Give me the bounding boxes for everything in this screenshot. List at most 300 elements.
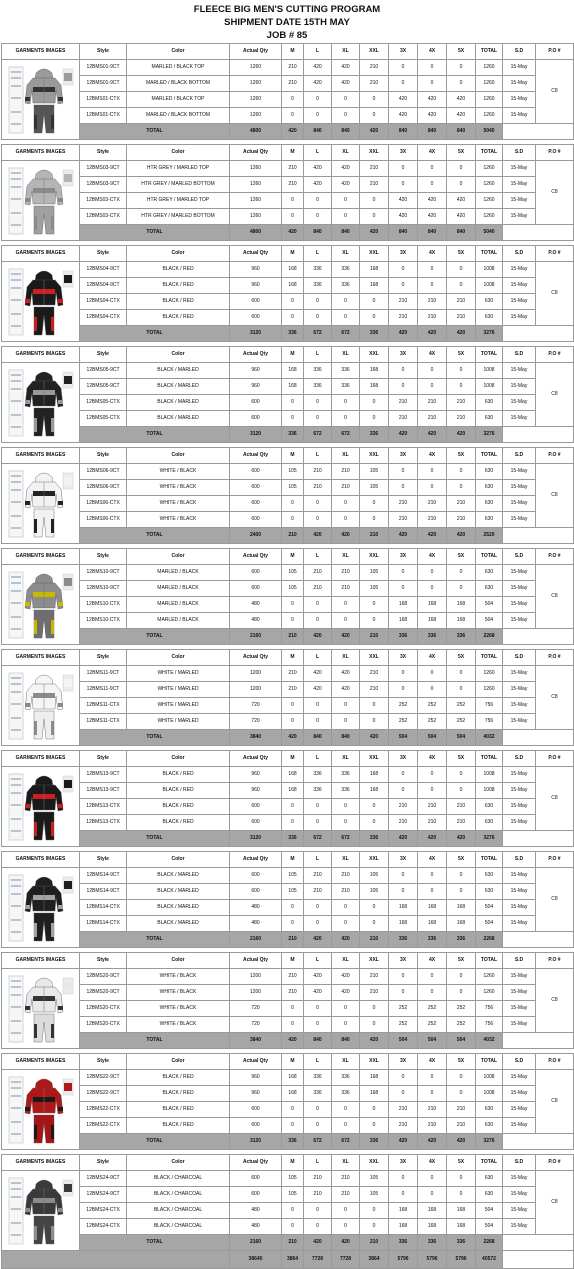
ship-date-cell: 15-May xyxy=(503,868,536,884)
size-5x-cell: 0 xyxy=(447,1171,476,1187)
total-value: 420 xyxy=(332,1235,360,1251)
total-value: 840 xyxy=(418,225,447,241)
ship-date-cell: 15-May xyxy=(503,496,536,512)
style-cell: 12BMS11-9CT xyxy=(80,682,127,698)
ship-date-cell: 15-May xyxy=(503,1102,536,1118)
size-3x-cell: 252 xyxy=(389,1017,418,1033)
column-header: Actual Qty xyxy=(230,1054,282,1070)
garment-image xyxy=(2,60,80,140)
size-m-cell: 105 xyxy=(282,480,304,496)
size-xl-cell: 336 xyxy=(332,1086,360,1102)
garment-image xyxy=(2,868,80,948)
size-xl-cell: 420 xyxy=(332,666,360,682)
actual-qty-cell: 960 xyxy=(230,783,282,799)
group-total-row xyxy=(2,528,574,544)
ship-date-cell: 15-May xyxy=(503,767,536,783)
size-5x-cell: 0 xyxy=(447,379,476,395)
column-header: Style xyxy=(80,145,127,161)
column-header: S.D xyxy=(503,44,536,60)
column-header: Style xyxy=(80,347,127,363)
size-5x-cell: 420 xyxy=(447,209,476,225)
row-total-cell: 630 xyxy=(476,799,503,815)
column-header: P.O # xyxy=(536,347,574,363)
size-xxl-cell: 105 xyxy=(360,565,389,581)
column-header: 3X xyxy=(389,145,418,161)
total-value: 3120 xyxy=(230,427,282,443)
size-l-cell: 0 xyxy=(304,613,332,629)
column-header: M xyxy=(282,347,304,363)
group-total-row xyxy=(2,1235,574,1251)
size-3x-cell: 0 xyxy=(389,262,418,278)
actual-qty-cell: 600 xyxy=(230,815,282,831)
table-row xyxy=(2,278,574,294)
size-l-cell: 0 xyxy=(304,411,332,427)
style-cell: 12BMS14-CTX xyxy=(80,916,127,932)
size-l-cell: 0 xyxy=(304,799,332,815)
total-value: 420 xyxy=(389,427,418,443)
color-cell: BLACK / MARLED xyxy=(127,916,230,932)
row-total-cell: 756 xyxy=(476,714,503,730)
size-4x-cell: 0 xyxy=(418,177,447,193)
size-xxl-cell: 0 xyxy=(360,714,389,730)
size-xxl-cell: 0 xyxy=(360,613,389,629)
total-value: 840 xyxy=(332,124,360,140)
total-value: 2400 xyxy=(230,528,282,544)
total-value: 2520 xyxy=(476,528,503,544)
column-header: XXL xyxy=(360,650,389,666)
actual-qty-cell: 600 xyxy=(230,1171,282,1187)
style-cell: 12BMS10-9CT xyxy=(80,565,127,581)
column-header: S.D xyxy=(503,448,536,464)
total-value: 420 xyxy=(447,427,476,443)
size-xxl-cell: 0 xyxy=(360,209,389,225)
garment-image-icon xyxy=(6,265,76,339)
group-total-row xyxy=(2,831,574,847)
group-total-row xyxy=(2,932,574,948)
size-xxl-cell: 168 xyxy=(360,262,389,278)
size-xxl-cell: 210 xyxy=(360,161,389,177)
column-header: M xyxy=(282,751,304,767)
size-m-cell: 0 xyxy=(282,193,304,209)
column-header: TOTAL xyxy=(476,1054,503,1070)
total-value: 2160 xyxy=(230,932,282,948)
style-cell: 12BMS20-CTX xyxy=(80,1001,127,1017)
po-number-cell: C8 xyxy=(536,1070,574,1134)
total-value: 336 xyxy=(447,1235,476,1251)
ship-date-cell: 15-May xyxy=(503,1086,536,1102)
ship-date-cell: 15-May xyxy=(503,480,536,496)
total-value: 840 xyxy=(332,1033,360,1049)
size-m-cell: 105 xyxy=(282,1187,304,1203)
garment-image xyxy=(2,767,80,847)
total-blank-cell xyxy=(503,932,574,948)
size-3x-cell: 0 xyxy=(389,581,418,597)
column-header: 3X xyxy=(389,246,418,262)
actual-qty-cell: 960 xyxy=(230,379,282,395)
size-xxl-cell: 0 xyxy=(360,1118,389,1134)
size-xl-cell: 336 xyxy=(332,767,360,783)
size-3x-cell: 0 xyxy=(389,969,418,985)
actual-qty-cell: 480 xyxy=(230,1203,282,1219)
column-header: XL xyxy=(332,1054,360,1070)
size-5x-cell: 252 xyxy=(447,698,476,714)
size-xxl-cell: 168 xyxy=(360,1086,389,1102)
column-header: 4X xyxy=(418,1054,447,1070)
total-value: 2268 xyxy=(476,932,503,948)
size-5x-cell: 0 xyxy=(447,783,476,799)
column-header: L xyxy=(304,650,332,666)
column-header: S.D xyxy=(503,145,536,161)
size-4x-cell: 0 xyxy=(418,262,447,278)
table-row xyxy=(2,682,574,698)
column-header: L xyxy=(304,448,332,464)
size-3x-cell: 0 xyxy=(389,1086,418,1102)
garment-image-icon xyxy=(6,568,76,642)
row-total-cell: 1008 xyxy=(476,767,503,783)
column-header: P.O # xyxy=(536,145,574,161)
size-5x-cell: 252 xyxy=(447,1001,476,1017)
column-header: GARMENTS IMAGES xyxy=(2,953,80,969)
size-xxl-cell: 168 xyxy=(360,767,389,783)
size-4x-cell: 0 xyxy=(418,565,447,581)
ship-date-cell: 15-May xyxy=(503,1070,536,1086)
size-l-cell: 420 xyxy=(304,177,332,193)
ship-date-cell: 15-May xyxy=(503,1017,536,1033)
column-header: Color xyxy=(127,448,230,464)
size-xxl-cell: 210 xyxy=(360,985,389,1001)
row-total-cell: 630 xyxy=(476,1118,503,1134)
group-total-row xyxy=(2,326,574,342)
column-header: 4X xyxy=(418,650,447,666)
size-xl-cell: 0 xyxy=(332,1102,360,1118)
total-value: 3120 xyxy=(230,831,282,847)
size-xxl-cell: 0 xyxy=(360,395,389,411)
size-m-cell: 168 xyxy=(282,783,304,799)
column-header: 5X xyxy=(447,1054,476,1070)
table-row xyxy=(2,411,574,427)
table-row xyxy=(2,985,574,1001)
column-header: S.D xyxy=(503,549,536,565)
size-4x-cell: 0 xyxy=(418,682,447,698)
total-value: 420 xyxy=(418,831,447,847)
size-xl-cell: 210 xyxy=(332,1171,360,1187)
size-m-cell: 210 xyxy=(282,969,304,985)
total-label: TOTAL xyxy=(80,326,230,342)
style-cell: 12BMS14-CTX xyxy=(80,900,127,916)
column-header: 4X xyxy=(418,953,447,969)
column-header: P.O # xyxy=(536,953,574,969)
size-m-cell: 105 xyxy=(282,1171,304,1187)
style-cell: 12BMS24-CTX xyxy=(80,1219,127,1235)
size-5x-cell: 210 xyxy=(447,815,476,831)
style-cell: 12BMS11-9CT xyxy=(80,666,127,682)
size-5x-cell: 0 xyxy=(447,480,476,496)
size-l-cell: 420 xyxy=(304,666,332,682)
color-cell: WHITE / BLACK xyxy=(127,480,230,496)
size-xxl-cell: 0 xyxy=(360,92,389,108)
row-total-cell: 1260 xyxy=(476,682,503,698)
column-header: Color xyxy=(127,1155,230,1171)
column-header: XL xyxy=(332,953,360,969)
color-cell: BLACK / RED xyxy=(127,1102,230,1118)
total-value: 504 xyxy=(389,1033,418,1049)
size-5x-cell: 0 xyxy=(447,884,476,900)
size-4x-cell: 0 xyxy=(418,1187,447,1203)
ship-date-cell: 15-May xyxy=(503,76,536,92)
column-header: TOTAL xyxy=(476,1155,503,1171)
size-4x-cell: 210 xyxy=(418,1118,447,1134)
column-header: 4X xyxy=(418,751,447,767)
table-row xyxy=(2,76,574,92)
size-m-cell: 210 xyxy=(282,666,304,682)
grand-total-value: 5796 xyxy=(447,1251,476,1269)
table-row xyxy=(2,262,574,278)
table-row xyxy=(2,1001,574,1017)
size-4x-cell: 0 xyxy=(418,1171,447,1187)
total-value: 672 xyxy=(304,427,332,443)
color-cell: BLACK / CHARCOAL xyxy=(127,1219,230,1235)
size-5x-cell: 210 xyxy=(447,395,476,411)
row-total-cell: 1008 xyxy=(476,379,503,395)
size-5x-cell: 0 xyxy=(447,278,476,294)
garment-image-icon xyxy=(6,770,76,844)
style-cell: 12BMS05-CTX xyxy=(80,411,127,427)
actual-qty-cell: 600 xyxy=(230,480,282,496)
garment-image-icon xyxy=(6,63,76,137)
column-header: 5X xyxy=(447,1155,476,1171)
size-4x-cell: 0 xyxy=(418,161,447,177)
size-xxl-cell: 0 xyxy=(360,108,389,124)
size-5x-cell: 0 xyxy=(447,1070,476,1086)
column-header: XL xyxy=(332,650,360,666)
size-m-cell: 0 xyxy=(282,108,304,124)
column-header: XXL xyxy=(360,448,389,464)
size-xxl-cell: 0 xyxy=(360,193,389,209)
size-m-cell: 0 xyxy=(282,815,304,831)
style-cell: 12BMS06-9CT xyxy=(80,464,127,480)
style-cell: 12BMS22-CTX xyxy=(80,1102,127,1118)
table-row xyxy=(2,1203,574,1219)
actual-qty-cell: 1260 xyxy=(230,209,282,225)
column-header: XXL xyxy=(360,1054,389,1070)
color-cell: BLACK / CHARCOAL xyxy=(127,1203,230,1219)
actual-qty-cell: 600 xyxy=(230,411,282,427)
size-3x-cell: 210 xyxy=(389,512,418,528)
size-4x-cell: 252 xyxy=(418,1001,447,1017)
total-value: 210 xyxy=(282,1235,304,1251)
size-l-cell: 0 xyxy=(304,294,332,310)
column-header: Actual Qty xyxy=(230,549,282,565)
size-xxl-cell: 0 xyxy=(360,294,389,310)
table-row xyxy=(2,379,574,395)
column-header: 4X xyxy=(418,145,447,161)
size-3x-cell: 210 xyxy=(389,395,418,411)
color-cell: WHITE / BLACK xyxy=(127,969,230,985)
size-m-cell: 0 xyxy=(282,1102,304,1118)
size-xl-cell: 210 xyxy=(332,868,360,884)
size-xl-cell: 0 xyxy=(332,310,360,326)
total-label: TOTAL xyxy=(80,427,230,443)
style-cell: 12BMS13-CTX xyxy=(80,815,127,831)
size-4x-cell: 0 xyxy=(418,60,447,76)
size-4x-cell: 0 xyxy=(418,581,447,597)
row-total-cell: 1260 xyxy=(476,177,503,193)
group-header-row xyxy=(2,448,574,464)
size-5x-cell: 168 xyxy=(447,1203,476,1219)
color-cell: BLACK / RED xyxy=(127,310,230,326)
size-xxl-cell: 168 xyxy=(360,379,389,395)
grand-total-value: 7728 xyxy=(332,1251,360,1269)
column-header: TOTAL xyxy=(476,145,503,161)
total-value: 420 xyxy=(304,1235,332,1251)
total-value: 4032 xyxy=(476,1033,503,1049)
group-total-row xyxy=(2,427,574,443)
size-3x-cell: 252 xyxy=(389,1001,418,1017)
ship-date-cell: 15-May xyxy=(503,565,536,581)
column-header: P.O # xyxy=(536,852,574,868)
ship-date-cell: 15-May xyxy=(503,1001,536,1017)
color-cell: WHITE / MARLED xyxy=(127,682,230,698)
group-total-row xyxy=(2,1134,574,1150)
style-cell: 12BMS10-9CT xyxy=(80,581,127,597)
group-header-row xyxy=(2,1155,574,1171)
column-header: M xyxy=(282,44,304,60)
ship-date-cell: 15-May xyxy=(503,363,536,379)
total-blank-cell xyxy=(503,1134,574,1150)
size-xxl-cell: 105 xyxy=(360,884,389,900)
ship-date-cell: 15-May xyxy=(503,799,536,815)
size-m-cell: 0 xyxy=(282,1118,304,1134)
table-row xyxy=(2,698,574,714)
ship-date-cell: 15-May xyxy=(503,613,536,629)
row-total-cell: 1260 xyxy=(476,92,503,108)
actual-qty-cell: 720 xyxy=(230,714,282,730)
color-cell: MARLED / BLACK xyxy=(127,581,230,597)
size-5x-cell: 168 xyxy=(447,1219,476,1235)
size-xxl-cell: 210 xyxy=(360,177,389,193)
size-5x-cell: 0 xyxy=(447,161,476,177)
style-cell: 12BMS04-9CT xyxy=(80,262,127,278)
size-5x-cell: 168 xyxy=(447,597,476,613)
column-header: XXL xyxy=(360,246,389,262)
row-total-cell: 504 xyxy=(476,900,503,916)
style-cell: 12BMS04-CTX xyxy=(80,294,127,310)
size-l-cell: 336 xyxy=(304,767,332,783)
size-xxl-cell: 0 xyxy=(360,310,389,326)
column-header: S.D xyxy=(503,650,536,666)
style-cell: 12BMS10-CTX xyxy=(80,597,127,613)
column-header: TOTAL xyxy=(476,751,503,767)
total-value: 2268 xyxy=(476,629,503,645)
total-value: 210 xyxy=(360,932,389,948)
row-total-cell: 1260 xyxy=(476,666,503,682)
style-cell: 12BMS06-CTX xyxy=(80,512,127,528)
size-m-cell: 210 xyxy=(282,161,304,177)
column-header: M xyxy=(282,145,304,161)
group-total-row xyxy=(2,1033,574,1049)
table-row xyxy=(2,496,574,512)
size-4x-cell: 0 xyxy=(418,480,447,496)
style-cell: 12BMS20-CTX xyxy=(80,1017,127,1033)
size-m-cell: 0 xyxy=(282,698,304,714)
grand-total-row xyxy=(2,1251,574,1269)
row-total-cell: 1260 xyxy=(476,60,503,76)
column-header: GARMENTS IMAGES xyxy=(2,448,80,464)
column-header: Actual Qty xyxy=(230,1155,282,1171)
size-5x-cell: 0 xyxy=(447,767,476,783)
grand-total-value: 38640 xyxy=(230,1251,282,1269)
column-header: S.D xyxy=(503,852,536,868)
ship-date-cell: 15-May xyxy=(503,310,536,326)
size-l-cell: 0 xyxy=(304,108,332,124)
total-value: 336 xyxy=(418,629,447,645)
total-value: 672 xyxy=(332,427,360,443)
row-total-cell: 1008 xyxy=(476,262,503,278)
size-xl-cell: 336 xyxy=(332,363,360,379)
actual-qty-cell: 1260 xyxy=(230,193,282,209)
garment-image-icon xyxy=(6,1073,76,1147)
grand-total-blank xyxy=(2,1251,230,1269)
style-cell: 12BMS20-9CT xyxy=(80,985,127,1001)
size-m-cell: 0 xyxy=(282,92,304,108)
size-xxl-cell: 0 xyxy=(360,496,389,512)
size-4x-cell: 168 xyxy=(418,1203,447,1219)
size-3x-cell: 0 xyxy=(389,682,418,698)
size-xl-cell: 0 xyxy=(332,108,360,124)
color-cell: WHITE / MARLED xyxy=(127,698,230,714)
row-total-cell: 630 xyxy=(476,480,503,496)
table-row xyxy=(2,310,574,326)
total-value: 840 xyxy=(447,124,476,140)
actual-qty-cell: 960 xyxy=(230,1086,282,1102)
column-header: Actual Qty xyxy=(230,347,282,363)
total-value: 420 xyxy=(447,831,476,847)
size-5x-cell: 0 xyxy=(447,177,476,193)
size-3x-cell: 0 xyxy=(389,480,418,496)
size-xl-cell: 0 xyxy=(332,799,360,815)
size-xl-cell: 0 xyxy=(332,1219,360,1235)
size-3x-cell: 420 xyxy=(389,209,418,225)
po-number-cell: C8 xyxy=(536,868,574,932)
size-4x-cell: 210 xyxy=(418,799,447,815)
column-header: Actual Qty xyxy=(230,145,282,161)
size-xl-cell: 420 xyxy=(332,985,360,1001)
row-total-cell: 1260 xyxy=(476,161,503,177)
column-header: L xyxy=(304,44,332,60)
style-cell: 12BMS01-9CT xyxy=(80,76,127,92)
actual-qty-cell: 600 xyxy=(230,868,282,884)
size-4x-cell: 168 xyxy=(418,916,447,932)
size-3x-cell: 0 xyxy=(389,884,418,900)
color-cell: HTR GREY / MARLED BOTTOM xyxy=(127,177,230,193)
table-row xyxy=(2,613,574,629)
column-header: Style xyxy=(80,1054,127,1070)
ship-date-cell: 15-May xyxy=(503,161,536,177)
size-4x-cell: 210 xyxy=(418,310,447,326)
column-header: S.D xyxy=(503,1054,536,1070)
column-header: TOTAL xyxy=(476,953,503,969)
total-blank-cell xyxy=(503,427,574,443)
actual-qty-cell: 600 xyxy=(230,464,282,480)
ship-date-cell: 15-May xyxy=(503,682,536,698)
total-label: TOTAL xyxy=(80,932,230,948)
total-value: 420 xyxy=(332,932,360,948)
size-3x-cell: 0 xyxy=(389,985,418,1001)
size-l-cell: 0 xyxy=(304,1219,332,1235)
size-xl-cell: 420 xyxy=(332,177,360,193)
column-header: 5X xyxy=(447,953,476,969)
size-xxl-cell: 210 xyxy=(360,76,389,92)
